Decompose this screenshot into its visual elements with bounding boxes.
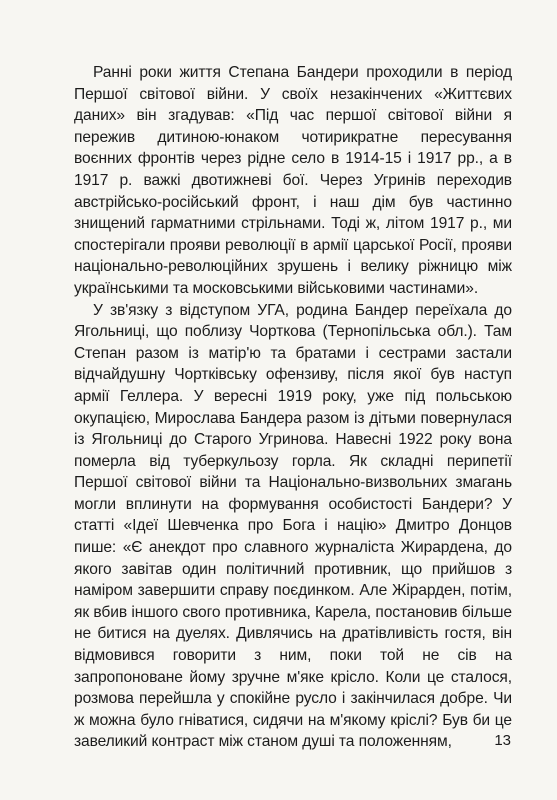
paragraph-yagolnytsia-dontsov: У зв'язку з відступом УГА, родина Бандер переїхала до Ягольниці, що поблизу Чорткова (Тернопільська обл.). Там Степан разом із матір'ю та братами і сестрами застали відчайдушну Чортківську офензиву, після якої був наступ армії Геллера. У вересні 1919 року, уже під польською окупацією, Мирослава Бандера разом із дітьми повернулася із Ягольниці до Старого Угринова. Навесні 1922 року вона померла від туберкульозу горла. Як складні перипетії Першої світової війни та Національно-визвольних змагань могли вплинути на формування особистості Бандери? У статті «Ідеї Шевченка про Бога і націю» Дмитро Донцов пише: «Є анекдот про славного журналіста Жирардена, до якого завітав один політичний противник, що прийшов з наміром завершити справу поєдинком. Але Жірарден, потім, як вбив іншого свого противника, Карела, постановив більше не битися на дуелях. Дивлячись на дратівливість гостя, він відмовився говорити з ним, поки той не сів на запропоноване йому зручне м'яке крісло. Коли це сталося, розмова перейшла у спокійне русло і закінчилася добре. Чи ж можна було гніватися, сидячи на м'якому кріслі? Був би це завеликий контраст між станом душі та положенням, xyxy=(74,301,512,751)
page-number: 13 xyxy=(494,732,511,749)
paragraph-childhood-wwi: Ранні роки життя Степана Бандери проходили в період Першої світової війни. У своїх незакінчених «Життєвих даних» він згадував: «Під час першої світової війни я пережив дитиною-юнаком чотирикратне пересування воєнних фронтів через рідне село в 1914-15 і 1917 рр., а в 1917 р. важкі двотижневі бої. Через Угринів переходив австрійсько-російський фронт, і наш дім був частинно знищений гарматними стрільнами. Тоді ж, літом 1917 р., ми спостерігали прояви революції в армії царської Росії, прояви національно-революційних зрушень і велику ріжницю між українськими та московськими військовими частинами». xyxy=(74,64,512,297)
page-body xyxy=(74,62,512,753)
